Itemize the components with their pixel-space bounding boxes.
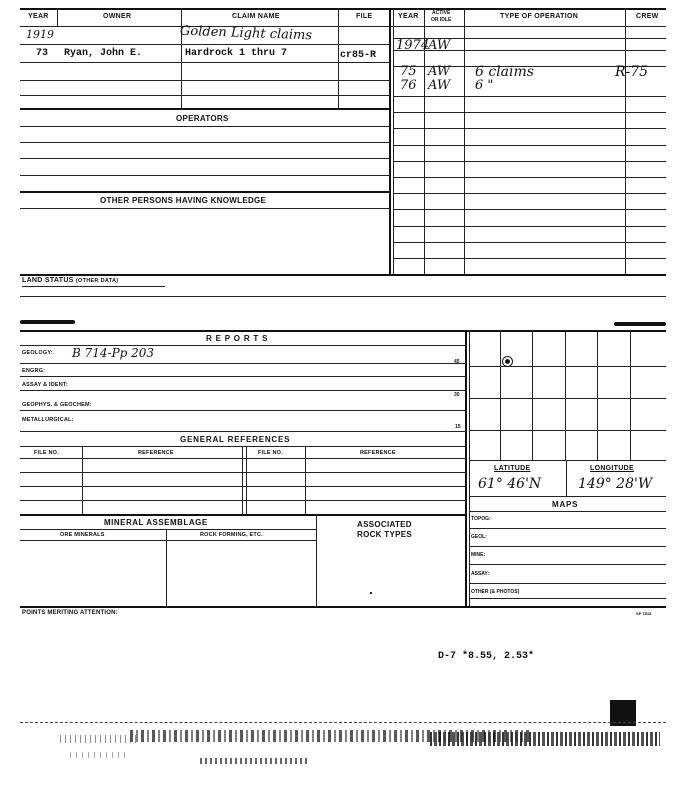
row1-year: 1919 <box>26 28 54 41</box>
num-30: 30 <box>454 392 460 398</box>
col-divider <box>82 446 83 514</box>
row-line <box>393 145 666 146</box>
row-line <box>469 546 666 547</box>
header-type-of-operation: TYPE OF OPERATION <box>500 13 579 20</box>
col-divider <box>625 8 626 275</box>
ref-header-file-no-2: FILE NO. <box>258 450 283 456</box>
row-line <box>20 446 466 447</box>
header-file: FILE <box>356 13 373 20</box>
activity-year-2: 75 <box>400 64 417 79</box>
land-status-label: LAND STATUS (OTHER DATA) <box>22 277 119 284</box>
row-line <box>393 112 666 113</box>
row-line <box>20 208 390 209</box>
row-line <box>20 390 466 391</box>
geology-label: GEOLOGY: <box>22 350 53 356</box>
row-line <box>393 177 666 178</box>
row-line <box>469 528 666 529</box>
row-line <box>469 583 666 584</box>
scan-noise <box>70 752 130 758</box>
header-year-2: YEAR <box>398 13 419 20</box>
header-or-idle: OR IDLE <box>431 17 452 23</box>
reports-title: R E P O R T S <box>206 334 269 343</box>
metallurgical-label: METALLURGICAL: <box>22 417 74 423</box>
row-line <box>20 126 390 127</box>
activity-year-1: 1974 <box>396 38 430 53</box>
row2-file: cr85-R <box>340 50 377 61</box>
col-divider <box>464 8 465 275</box>
header-active: ACTIVE <box>432 10 451 16</box>
row-line <box>393 242 666 243</box>
rock-types-label: ROCK TYPES <box>357 530 413 539</box>
row-line <box>20 62 390 63</box>
grid-line <box>469 398 666 399</box>
reports-top-line <box>20 330 666 332</box>
map-geol-label: GEOL: <box>471 534 487 540</box>
row-line <box>393 128 666 129</box>
col-divider <box>316 514 317 606</box>
grid-line <box>565 330 566 460</box>
row-line <box>20 363 466 364</box>
row-line <box>469 564 666 565</box>
row-line <box>20 376 466 377</box>
grid-line <box>597 330 598 460</box>
header-year: YEAR <box>28 13 49 20</box>
activity-year-3: 76 <box>400 78 417 93</box>
row-line <box>20 142 390 143</box>
general-references-title: GENERAL REFERENCES <box>180 435 291 444</box>
map-other-label: OTHER (& PHOTOS) <box>471 589 520 595</box>
maps-label: MAPS <box>552 500 579 509</box>
row-line <box>20 431 466 432</box>
row-line <box>469 496 666 497</box>
grid-line <box>469 430 666 431</box>
other-persons-label: OTHER PERSONS HAVING KNOWLEDGE <box>100 196 267 205</box>
row-line <box>20 410 466 411</box>
rock-forming-label: ROCK FORMING, ETC. <box>200 532 263 538</box>
ore-minerals-label: ORE MINERALS <box>60 532 105 538</box>
scan-line <box>20 722 666 723</box>
row2-claim-name: Hardrock 1 thru 7 <box>185 48 288 59</box>
col-divider <box>338 8 339 108</box>
col-divider <box>246 446 247 514</box>
activity-status-2: AW <box>428 64 451 79</box>
row-line <box>20 500 466 501</box>
dot-mark <box>370 592 372 594</box>
map-assay-label: ASSAY: <box>471 571 490 577</box>
geology-value: B 714-Pp 203 <box>72 346 155 360</box>
row-line <box>20 191 390 193</box>
assay-label: ASSAY & IDENT: <box>22 382 68 388</box>
row2-owner: Ryan, John E. <box>64 48 143 59</box>
row-line <box>393 209 666 210</box>
geophys-label: GEOPHYS. & GEOCHEM: <box>22 402 92 408</box>
row-line <box>20 158 390 159</box>
col-divider <box>305 446 306 514</box>
ref-header-file-no-1: FILE NO. <box>34 450 59 456</box>
row-line <box>20 95 390 96</box>
grid-line <box>500 330 501 460</box>
col-divider <box>166 529 167 606</box>
activity-status-1: AW <box>428 38 451 53</box>
engrg-label: ENGRG: <box>22 368 46 374</box>
row2-year: 73 <box>36 48 49 59</box>
row-line <box>20 44 390 45</box>
row-line <box>20 529 316 530</box>
col-divider <box>57 8 58 26</box>
latitude-value: 61° 46'N <box>478 476 542 492</box>
underline <box>22 286 165 287</box>
header-claim-name: CLAIM NAME <box>232 13 280 20</box>
row-line <box>20 175 390 176</box>
header-crew: CREW <box>636 13 659 20</box>
latitude-label: LATITUDE <box>494 465 531 472</box>
row-line <box>393 193 666 194</box>
torn-edge-right <box>614 322 666 326</box>
reference-stamp: D-7 *8.55, 2.53* <box>438 651 535 662</box>
location-marker-icon <box>502 356 513 367</box>
col-divider <box>566 460 567 496</box>
row-line <box>20 472 466 473</box>
row-line <box>20 540 316 541</box>
grid-line <box>532 330 533 460</box>
row-line <box>393 161 666 162</box>
row-line <box>20 514 466 516</box>
header-bottom-line <box>20 26 666 27</box>
activity-status-3: AW <box>428 78 451 93</box>
torn-edge-left <box>20 320 75 324</box>
top-border <box>20 8 666 10</box>
num-15: 15 <box>455 424 461 430</box>
header-owner: OWNER <box>103 13 132 20</box>
mineral-assemblage-title: MINERAL ASSEMBLAGE <box>104 518 208 527</box>
activity-operation-3: 6 " <box>475 78 494 93</box>
num-45: 45 <box>454 359 460 365</box>
scan-noise <box>200 758 310 764</box>
map-mine-label: MINE: <box>471 552 486 558</box>
col-divider <box>242 446 243 514</box>
right-panel-divider <box>465 330 467 606</box>
activity-crew-2: R-75 <box>615 64 649 80</box>
form-number: SP 7815 <box>636 611 652 616</box>
row-line <box>20 458 466 459</box>
associated-label: ASSOCIATED <box>357 520 412 529</box>
row-line <box>469 511 666 512</box>
row-line <box>393 226 666 227</box>
row-line <box>20 108 390 110</box>
row1-claim-name: Golden Light claims <box>179 23 313 44</box>
scan-noise <box>430 732 660 746</box>
ref-header-reference-1: REFERENCE <box>138 450 174 456</box>
operators-label: OPERATORS <box>176 114 229 123</box>
grid-line <box>469 366 666 367</box>
scan-noise <box>60 735 140 743</box>
points-meriting-attention-label: POINTS MERITING ATTENTION: <box>22 610 118 616</box>
grid-line <box>630 330 631 460</box>
row-line <box>393 258 666 259</box>
activity-operation-2: 6 claims <box>475 64 534 80</box>
longitude-label: LONGITUDE <box>590 465 634 472</box>
row-line <box>469 598 666 599</box>
bottom-line <box>20 606 666 608</box>
grid-line <box>469 460 666 461</box>
row-line <box>20 486 466 487</box>
col-divider <box>393 8 394 275</box>
row-line <box>20 296 666 297</box>
ref-header-reference-2: REFERENCE <box>360 450 396 456</box>
row-line <box>20 274 666 276</box>
map-topog-label: TOPOG: <box>471 516 491 522</box>
longitude-value: 149° 28'W <box>578 476 653 492</box>
row-line <box>393 96 666 97</box>
row-line <box>20 80 390 81</box>
